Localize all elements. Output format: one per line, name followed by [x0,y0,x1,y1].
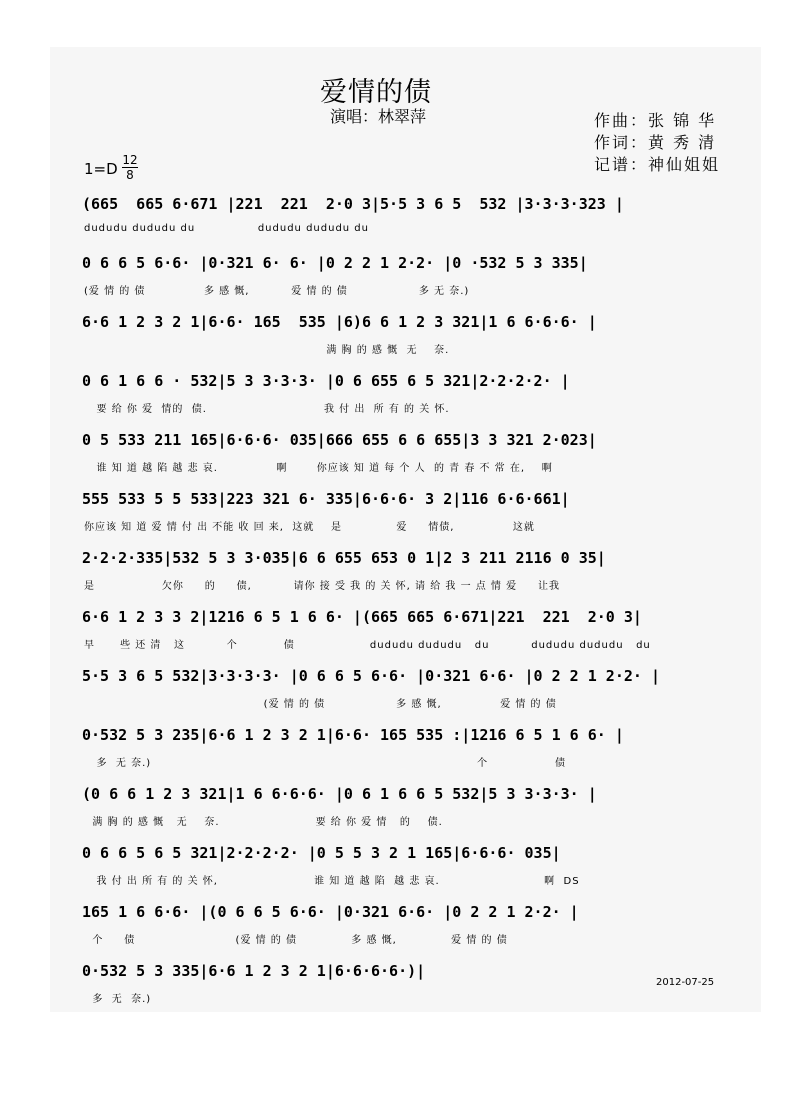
notation-row: 6·6 1 2 3 3 2|1216 6 5 1 6 6· |(665 665 6·671|221 221 2·0 3| [82,608,642,626]
lyric-row: 你应该 知 道 爱 情 付 出 不能 收 回 来, 这就 是 爱 情债, 这就 [84,522,535,533]
notation-row: 0·532 5 3 235|6·6 1 2 3 2 1|6·6· 165 535 :|1216 6 5 1 6 6· | [82,726,624,744]
lyric-row: 谁 知 道 越 陷 越 悲 哀. 啊 你应该 知 道 每 个 人 的 青 春 不 常 在, 啊 [84,463,553,474]
song-title: 爱情的债 [320,77,432,108]
transcription-date: 2012-07-25 [656,977,715,988]
meter-top: 12 [122,153,138,167]
key-signature: 1=D [84,160,118,178]
notation-row: 5·5 3 6 5 532|3·3·3·3· |0 6 6 5 6·6· |0·321 6·6· |0 2 2 1 2·2· | [82,667,660,685]
lyric-row: dududu dududu du dududu dududu du [84,223,369,234]
notation-row: (665 665 6·671 |221 221 2·0 3|5·5 3 6 5 532 |3·3·3·323 | [82,195,624,213]
notation-row: (0 6 6 1 2 3 321|1 6 6·6·6· |0 6 1 6 6 5 532|5 3 3·3·3· | [82,785,597,803]
notation-row: 0 5 533 211 165|6·6·6· 035|666 655 6 6 655|3 3 321 2·023| [82,431,597,449]
notation-row: 165 1 6 6·6· |(0 6 6 5 6·6· |0·321 6·6· |0 2 2 1 2·2· | [82,903,579,921]
lyric-row: 多 无 奈.) [84,994,152,1005]
notation-row: 0 6 6 5 6 5 321|2·2·2·2· |0 5 5 3 2 1 165|6·6·6· 035| [82,844,561,862]
meter-bottom: 8 [126,168,134,182]
lyric-row: 要 给 你 爱 情的 债. 我 付 出 所 有 的 关 怀. [84,404,450,415]
time-signature [122,154,138,181]
notation-row: 2·2·2·335|532 5 3 3·035|6 6 655 653 0 1|2 3 211 2116 0 35| [82,549,606,567]
notation-row: 0 6 1 6 6 · 532|5 3 3·3·3· |0 6 655 6 5 321|2·2·2·2· | [82,372,570,390]
lyric-row: 我 付 出 所 有 的 关 怀, 谁 知 道 越 陷 越 悲 哀. 啊 DS [84,876,580,887]
notation-row: 0·532 5 3 335|6·6 1 2 3 2 1|6·6·6·6·)| [82,962,426,980]
lyric-row: 满 胸 的 感 慨 无 奈. 要 给 你 爱 情 的 债. [84,817,443,828]
composer-credit: 作曲：张 锦 华 [594,111,717,130]
lyric-row: 个 债 (爱 情 的 债 多 感 慨, 爱 情 的 债 [84,935,508,946]
lyric-row: (爱 情 的 债 多 感 慨, 爱 情 的 债 多 无 奈.) [84,286,470,297]
notation-row: 0 6 6 5 6·6· |0·321 6· 6· |0 2 2 1 2·2· |0 ·532 5 3 335| [82,254,588,272]
lyric-row: 满 胸 的 感 慨 无 奈. [84,345,450,356]
notation-row: 6·6 1 2 3 2 1|6·6· 165 535 |6)6 6 1 2 3 321|1 6 6·6·6· | [82,313,597,331]
lyricist-credit: 作词：黄 秀 清 [594,133,717,152]
lyric-row: 是 欠你 的 债, 请你 接 受 我 的 关 怀, 请 给 我 一 点 情 爱 让我 [84,581,561,592]
singer-credit: 演唱：林翠萍 [330,107,427,126]
transcriber-credit: 记谱：神仙姐姐 [594,155,721,174]
notation-row: 555 533 5 5 533|223 321 6· 335|6·6·6· 3 2|116 6·6·661| [82,490,570,508]
lyric-row: 早 些 还 清 这 个 债 dududu dududu du dududu dududu du [84,640,651,651]
lyric-row: (爱 情 的 债 多 感 慨, 爱 情 的 债 [84,699,557,710]
lyric-row: 多 无 奈.) 个 债 [84,758,566,769]
